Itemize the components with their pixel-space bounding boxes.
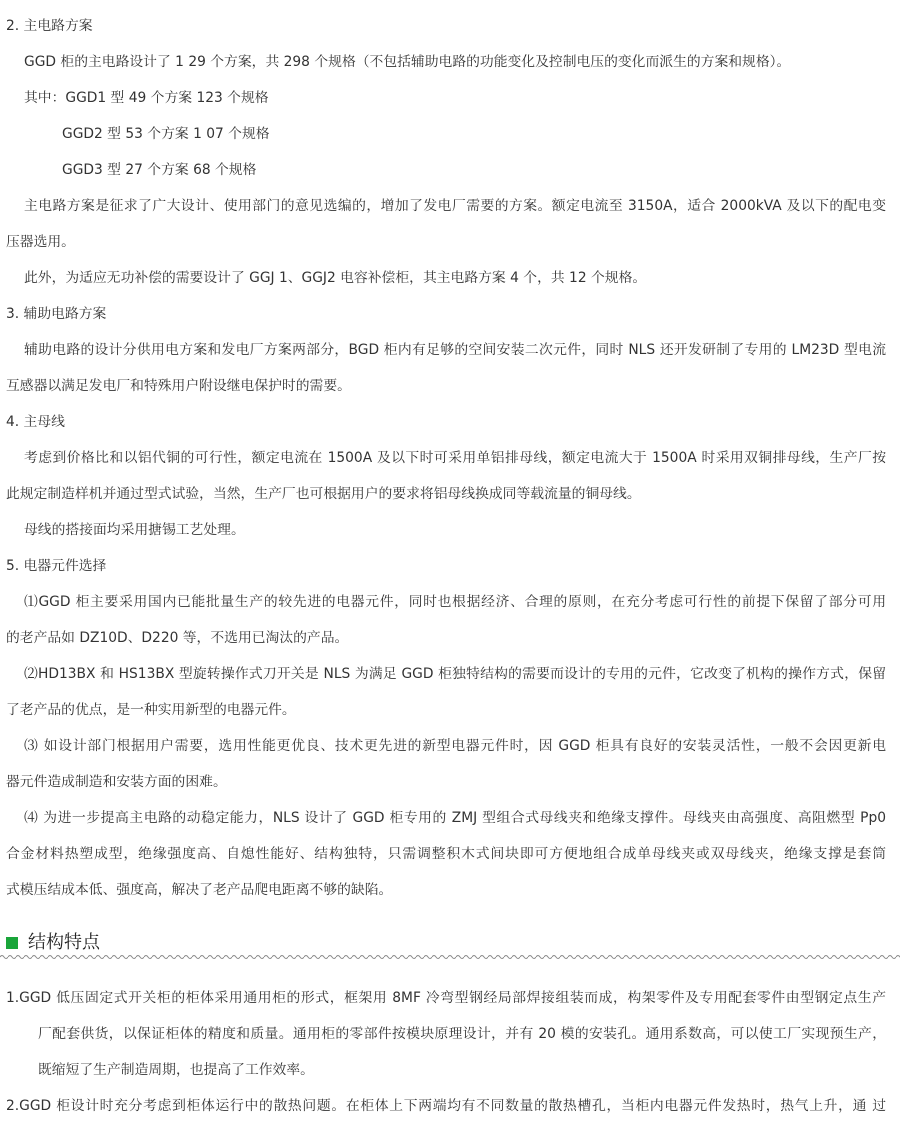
list-item-line: ⑷ 为进一步提高主电路的动稳定能力，NLS 设计了 GGD 柜专用的 ZMJ 型组合式母线夹和绝缘支撑件。母线夹由高强度、高阻燃型 Pp0	[24, 810, 886, 826]
wavy-divider	[0, 954, 900, 960]
paragraph: GGD 柜的主电路设计了 1 29 个方案，共 298 个规格（不包括辅助电路的功能变化及控制电压的变化而派生的方案和规格）。	[24, 54, 791, 70]
paragraph-line: 主电路方案是征求了广大设计、使用部门的意见选编的，增加了发电厂需要的方案。额定电流至 3150A，适合 2000kVA 及以下的配电变	[24, 198, 886, 214]
section-heading-auxiliary-circuit: 3. 辅助电路方案	[6, 306, 107, 322]
feature-line: 既缩短了生产制造周期，也提高了工作效率。	[38, 1062, 314, 1078]
paragraph-line: 压器选用。	[6, 234, 75, 250]
section-title: 结构特点	[28, 932, 100, 953]
section-heading-main-circuit: 2. 主电路方案	[6, 18, 93, 34]
section-heading-main-busbar: 4. 主母线	[6, 414, 65, 430]
paragraph-line: 此规定制造样机并通过型式试验，当然，生产厂也可根据用户的要求将铝母线换成同等载流量的铜母线。	[6, 486, 641, 502]
list-item-line: 了老产品的优点，是一种实用新型的电器元件。	[6, 702, 296, 718]
feature-line: 1.GGD 低压固定式开关柜的柜体采用通用柜的形式，框架用 8MF 冷弯型钢经局部焊接组装而成，构架零件及专用配套零件由型钢定点生产	[6, 990, 886, 1006]
list-item: 其中：GGD1 型 49 个方案 123 个规格	[24, 90, 269, 106]
list-item: GGD3 型 27 个方案 68 个规格	[62, 162, 257, 178]
paragraph-line: 考虑到价格比和以铝代铜的可行性，额定电流在 1500A 及以下时可采用单铝排母线，额定电流大于 1500A 时采用双铜排母线，生产厂按	[24, 450, 886, 466]
section-header-structure-features	[0, 926, 900, 966]
section-heading-component-selection: 5. 电器元件选择	[6, 558, 107, 574]
list-item-line: ⑶ 如设计部门根据用户需要，选用性能更优良、技术更先进的新型电器元件时，因 GGD 柜具有良好的安装灵活性，一般不会因更新电	[24, 738, 886, 754]
feature-line: 2.GGD 柜设计时充分考虑到柜体运行中的散热问题。在柜体上下两端均有不同数量的散热槽孔，当柜内电器元件发热时，热气上升，通 过	[6, 1098, 886, 1114]
paragraph-line: 互感器以满足发电厂和特殊用户附设继电保护时的需要。	[6, 378, 351, 394]
list-item-line: ⑵HD13BX 和 HS13BX 型旋转操作式刀开关是 NLS 为满足 GGD 柜独特结构的需要而设计的专用的元件，它改变了机构的操作方式，保留	[24, 666, 886, 682]
paragraph: 母线的搭接面均采用搪锡工艺处理。	[24, 522, 245, 538]
list-item-line: ⑴GGD 柜主要采用国内已能批量生产的较先进的电器元件，同时也根据经济、合理的原则，在充分考虑可行性的前提下保留了部分可用	[24, 594, 886, 610]
paragraph-line: 辅助电路的设计分供用电方案和发电厂方案两部分，BGD 柜内有足够的空间安装二次元件，同时 NLS 还开发研制了专用的 LM23D 型电流	[24, 342, 886, 358]
list-item-line: 合金材料热塑成型，绝缘强度高、自熄性能好、结构独特，只需调整积木式间块即可方便地组合成单母线夹或双母线夹，绝缘支撑是套筒	[6, 846, 886, 862]
list-item-line: 的老产品如 DZ10D、D220 等，不选用已淘汰的产品。	[6, 630, 349, 646]
list-item-line: 器元件造成制造和安装方面的困难。	[6, 774, 227, 790]
paragraph: 此外，为适应无功补偿的需要设计了 GGJ 1、GGJ2 电容补偿柜，其主电路方案 4 个，共 12 个规格。	[24, 270, 647, 286]
list-item: GGD2 型 53 个方案 1 07 个规格	[62, 126, 270, 142]
feature-line: 厂配套供货，以保证柜体的精度和质量。通用柜的零部件按模块原理设计，并有 20 模的安装孔。通用系数高，可以使工厂实现预生产，	[38, 1026, 886, 1042]
list-item-line: 式模压结成本低、强度高，解决了老产品爬电距离不够的缺陷。	[6, 882, 393, 898]
green-square-icon	[6, 937, 18, 949]
